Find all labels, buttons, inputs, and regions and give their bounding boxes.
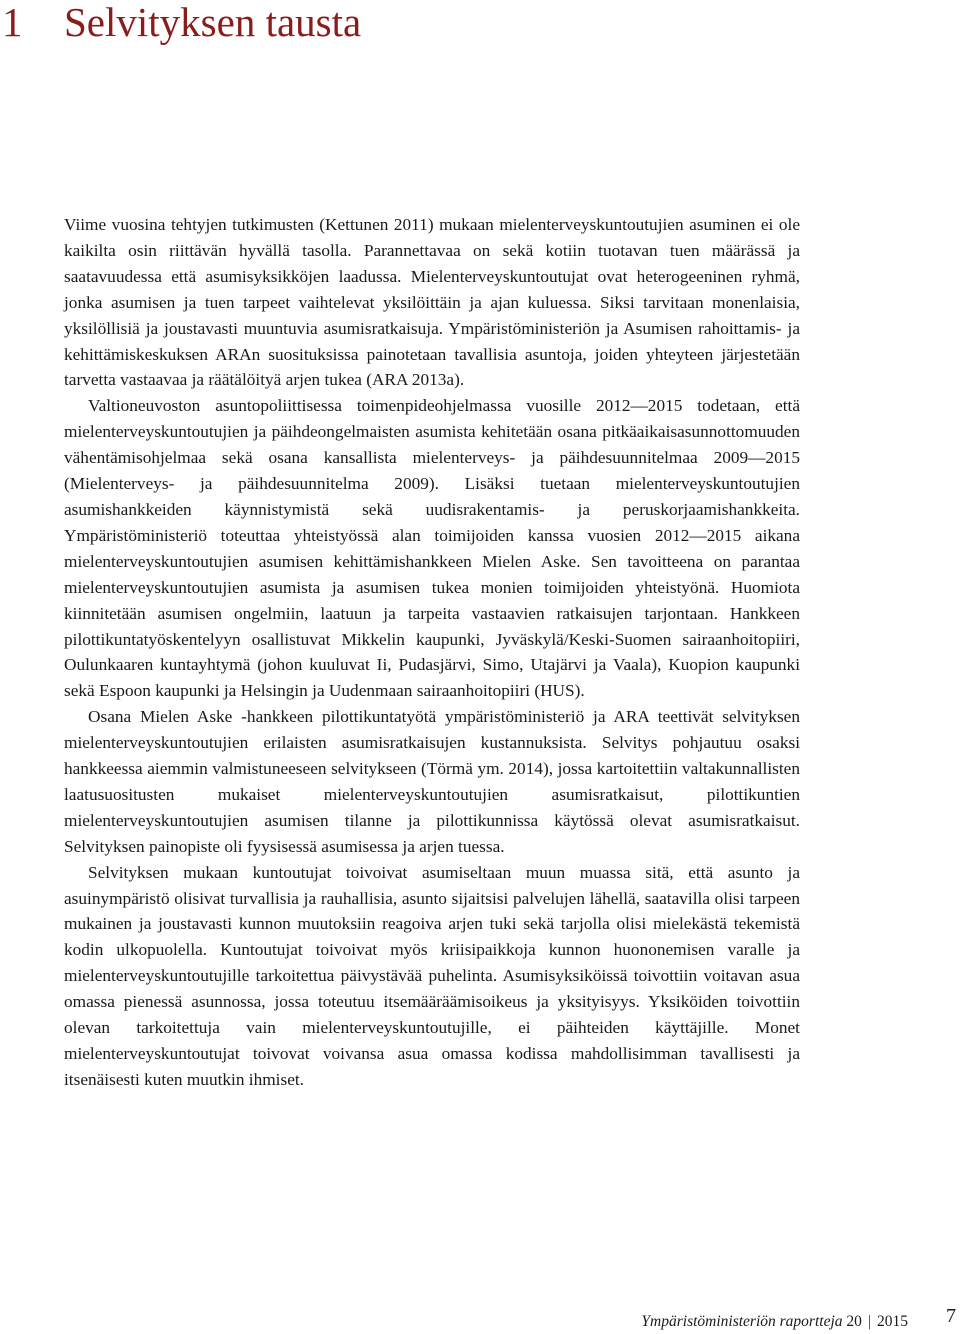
issue-number: 20 [846,1313,862,1330]
page-footer [0,1305,960,1332]
paragraph-2: Valtioneuvoston asuntopoliittisessa toimenpideohjelmassa vuosille 2012—2015 todetaan, että mielenterveyskuntoutujien ja päihdeongelmaisten asumista kehitetään osana pitkäaikaisasunnottomuuden vähentämisohjelmaa sekä osana kansallista mielenterveys- ja päihdesuunnitelmaa 2009—2015 (Mielenterveys- ja päihdesuunnitelma 2009). Lisäksi tuetaan mielenterveyskuntoutujien asumishankkeiden käynnistymistä sekä uudisrakentamis- ja peruskorjaamishankkeita. Ympäristöministeriö toteuttaa yhteistyössä alan toimijoiden kanssa vuosien 2012—2015 aikana mielenterveyskuntoutujien asumisen kehittämishankkeen Mielen Aske. Sen tavoitteena on parantaa mielenterveyskuntoutujien asumista ja asumisen tukea monien toimijoiden yhteistyönä. Huomiota kiinnitetään asumisen ongelmiin, laatuun ja tarpeita vastaavien ratkaisujen tarjontaan. Hankkeen pilottikuntatyöskentelyyn osallistuvat Mikkelin kaupunki, Jyväskylä/Keski-Suomen sairaanhoitopiiri, Oulunkaaren kuntayhtymä (johon kuuluvat Ii, Pudasjärvi, Simo, Utajärvi ja Vaala), Kuopion kaupunki sekä Espoon kaupunki ja Helsingin ja Uudenmaan sairaanhoitopiiri (HUS). [64,396,800,701]
page-number: 7 [946,1305,956,1327]
chapter-title: Selvityksen tausta [64,0,362,45]
footer-separator: | [867,1313,871,1330]
journal-name: Ympäristöministeriön raportteja [641,1313,843,1330]
chapter-number: 1 [2,0,23,45]
publication-year: 2015 [877,1313,908,1330]
paragraph-3: Osana Mielen Aske -hankkeen pilottikuntatyötä ympäristöministeriö ja ARA teettivät selvityksen mielenterveyskuntoutujien erilaisten asumisratkaisujen kustannuksista. Selvitys pohjautuu osaksi hankkeessa aiemmin valmistuneeseen selvitykseen (Törmä ym. 2014), jossa kartoitettiin valtakunnallisten laatusuositusten mukaiset mielenterveyskuntoutujien asumisratkaisut, pilottikuntien mielenterveyskuntoutujien asumisen tilanne ja pilottikunnissa käytössä olevat asumisratkaisut. Selvityksen painopiste oli fyysisessä asumisessa ja arjen tuessa. [64,707,800,856]
footer-journal [641,1310,908,1334]
chapter-heading [0,0,361,52]
body-text [64,212,800,1093]
paragraph-1: Viime vuosina tehtyjen tutkimusten (Kettunen 2011) mukaan mielenterveyskuntoutujien asuminen ei ole kaikilta osin riittävän hyvällä tasolla. Parannettavaa on sekä kotiin tuotavan tuen määrässä ja saatavuudessa että asumisyksikköjen laadussa. Mielenterveyskuntoutujat ovat heterogeeninen ryhmä, jonka asumisen ja tuen tarpeet vaihtelevat yksilöittäin ja ajan kuluessa. Siksi tarvitaan monenlaisia, yksilöllisiä ja joustavasti muuntuvia asumisratkaisuja. Ympäristöministeriön ja Asumisen rahoittamis- ja kehittämiskeskuksen ARAn suosituksissa painotetaan tavallisia asuntoja, joiden yhteyteen järjestetään tarvetta vastaavaa ja räätälöityä arjen tukea (ARA 2013a). [64,215,800,390]
paragraph-4: Selvityksen mukaan kuntoutujat toivoivat asumiseltaan muun muassa sitä, että asunto ja asuinympäristö olisivat turvallisia ja rauhallisia, asunto sijaitsisi palvelujen lähellä, saatavilla olisi tarpeen mukainen ja joustavasti kunnon muutoksiin reagoiva arjen tuki sekä tarjolla olisi mielekästä tekemistä kodin ulkopuolella. Kuntoutujat toivoivat myös kriisipaikkoja kunnon huononemisen varalle ja mielenterveyskuntoutujille tarkoitettua päivystävää puhelinta. Asumisyksiköissä toivottiin voitavan asua omassa pienessä asunnossa, jossa toteutuu itsemääräämisoikeus ja yksityisyys. Yksiköiden toivottiin olevan tarkoitettuja vain mielenterveyskuntoutujille, ei päihteiden käyttäjille. Monet mielenterveyskuntoutujat toivovat voivansa asua omassa kodissa mahdollisimman tavallisesti ja itsenäisesti kuten muutkin ihmiset. [64,862,800,1089]
